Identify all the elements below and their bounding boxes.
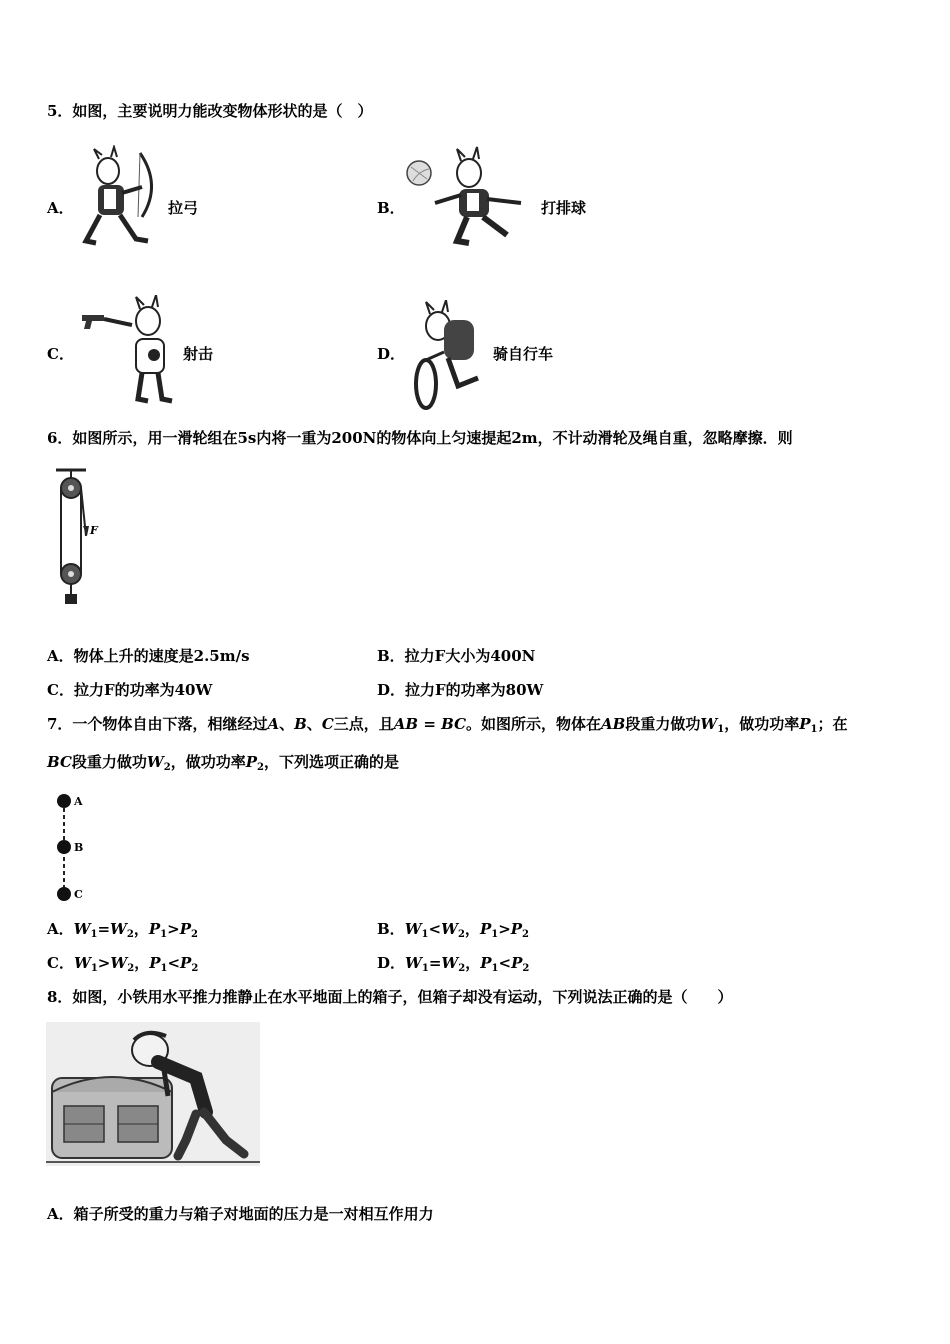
goat-shooting-image (78, 295, 178, 407)
goat-archer-image (78, 145, 170, 249)
q5-option-a-caption: 拉弓 (168, 199, 199, 217)
falling-points-diagram (54, 790, 94, 902)
goat-volleyball-image (403, 143, 538, 249)
q5-option-b-letter[interactable]: B． (377, 199, 405, 217)
q6-option-d[interactable]: D．拉力F的功率为80W (377, 681, 544, 699)
q5-stem: 5．如图，主要说明力能改变物体形状的是（ ） (47, 102, 373, 120)
q6-stem: 6．如图所示，用一滑轮组在5s内将一重为200N的物体向上匀速提起2m，不计动滑轮及绳自重，忽略摩擦．则 (47, 429, 793, 447)
point-a-label: A (74, 795, 83, 808)
q5-option-b-caption: 打排球 (541, 199, 587, 217)
q7-option-b[interactable]: B．$W_1<W_2$，$P_1>P_2$ (377, 920, 530, 940)
q5-option-d-caption: 骑自行车 (493, 345, 554, 363)
q7-option-a[interactable]: A．$W_1=W_2$，$P_1>P_2$ (47, 920, 198, 940)
q5-option-c-letter[interactable]: C． (47, 345, 74, 363)
q5-option-a-letter[interactable]: A． (47, 199, 74, 217)
point-c-label: C (74, 888, 83, 901)
q8-stem: 8．如图，小铁用水平推力推静止在水平地面上的箱子，但箱子却没有运动，下列说法正确的是（ ） (47, 988, 733, 1006)
q5-option-d-letter[interactable]: D． (377, 345, 406, 363)
q5-option-c-caption: 射击 (183, 345, 214, 363)
q7-option-c[interactable]: C．$W_1>W_2$，$P_1<P_2$ (47, 954, 199, 974)
pulley-system-image (56, 466, 106, 606)
q6-option-c[interactable]: C．拉力F的功率为40W (47, 681, 213, 699)
q7-stem-line2: BC段重力做功$W_2$，做功功率$P_2$，下列选项正确的是 (47, 753, 400, 773)
q7-stem-line1: 7．一个物体自由下落，相继经过A、B、C三点，且AB = BC。如图所示，物体在AB段重力做功$W_1$，做功功率$P_1$；在 (47, 715, 848, 735)
force-f-label: F (90, 524, 98, 537)
q8-option-a[interactable]: A．箱子所受的重力与箱子对地面的压力是一对相互作用力 (47, 1205, 434, 1223)
q7-option-d[interactable]: D．$W_1=W_2$，$P_1<P_2$ (377, 954, 530, 974)
q6-option-b[interactable]: B．拉力F大小为400N (377, 647, 536, 665)
q6-option-a[interactable]: A．物体上升的速度是2.5m/s (47, 647, 250, 665)
boy-pushing-box-image (46, 1022, 260, 1166)
point-b-label: B (74, 841, 84, 854)
goat-bicycle-image (408, 300, 488, 412)
